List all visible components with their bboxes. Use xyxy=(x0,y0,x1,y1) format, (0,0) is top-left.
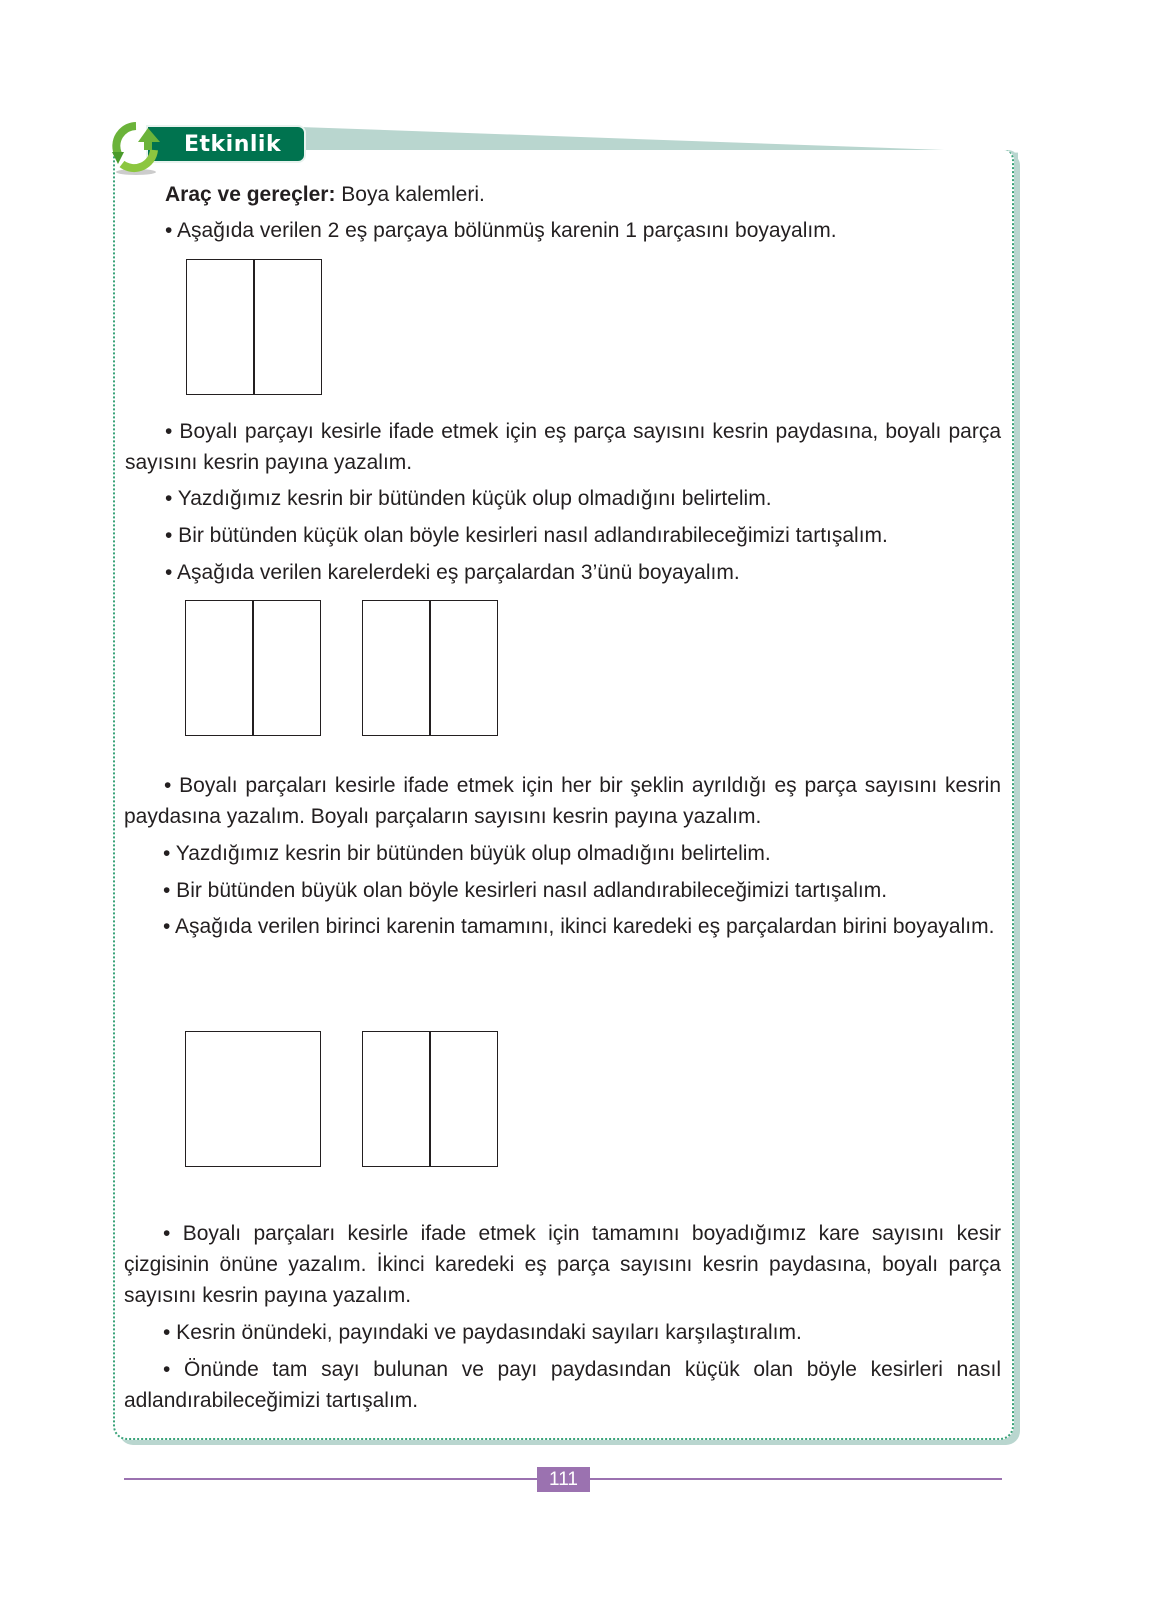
materials-line xyxy=(165,179,485,210)
activity-title: Etkinlik xyxy=(184,132,282,157)
instruction: • Aşağıda verilen 2 eş parçaya bölünmüş karenin 1 parçasını boyayalım. xyxy=(165,219,837,242)
instruction: • Bir bütünden büyük olan böyle kesirleri nasıl adlandırabileceğimizi tartışalım. xyxy=(163,879,888,902)
materials-label: Araç ve gereçler: xyxy=(165,183,336,206)
instruction: • Yazdığımız kesrin bir bütünden büyük olup olmadığını belirtelim. xyxy=(163,842,771,865)
square-two-parts[interactable] xyxy=(185,600,321,736)
instruction: • Yazdığımız kesrin bir bütünden küçük olup olmadığını belirtelim. xyxy=(165,487,772,510)
square-two-parts[interactable] xyxy=(362,1031,498,1167)
instruction: • Boyalı parçaları kesirle ifade etmek için tamamını boyadığımız kare sayısını kesir çizgisinin önüne yazalım. İkinci karedeki eş parça sayısını kesrin paydasına, boyalı parça sayısını kesrin payına yazalım. xyxy=(124,1222,1001,1307)
recycle-arrows-icon xyxy=(110,120,162,176)
instruction: • Aşağıda verilen birinci karenin tamamını, ikinci karedeki eş parçalardan birini boyayalım. xyxy=(163,915,995,938)
instruction: • Boyalı parçaları kesirle ifade etmek için her bir şeklin ayrıldığı eş parça sayısını kesrin paydasına yazalım. Boyalı parçaların sayısını kesrin payına yazalım. xyxy=(124,774,1001,828)
footer-rule-left xyxy=(124,1478,538,1480)
page-number: 111 xyxy=(537,1467,590,1492)
instruction: • Önünde tam sayı bulunan ve payı paydasından küçük olan böyle kesirleri nasıl adlandırabileceğimizi tartışalım. xyxy=(124,1358,1001,1412)
materials-value: Boya kalemleri. xyxy=(335,183,485,206)
square-whole[interactable] xyxy=(185,1031,321,1167)
activity-tab xyxy=(146,125,306,163)
footer-rule-right xyxy=(590,1478,1002,1480)
instruction: • Kesrin önündeki, payındaki ve paydasındaki sayıları karşılaştıralım. xyxy=(163,1321,802,1344)
instruction: • Bir bütünden küçük olan böyle kesirleri nasıl adlandırabileceğimizi tartışalım. xyxy=(165,524,888,547)
square-two-parts[interactable] xyxy=(362,600,498,736)
instruction: • Aşağıda verilen karelerdeki eş parçalardan 3’ünü boyayalım. xyxy=(165,561,740,584)
square-two-parts[interactable] xyxy=(186,259,322,395)
instruction: • Boyalı parçayı kesirle ifade etmek için eş parça sayısını kesrin paydasına, boyalı parça sayısını kesrin payına yazalım. xyxy=(125,420,1001,474)
